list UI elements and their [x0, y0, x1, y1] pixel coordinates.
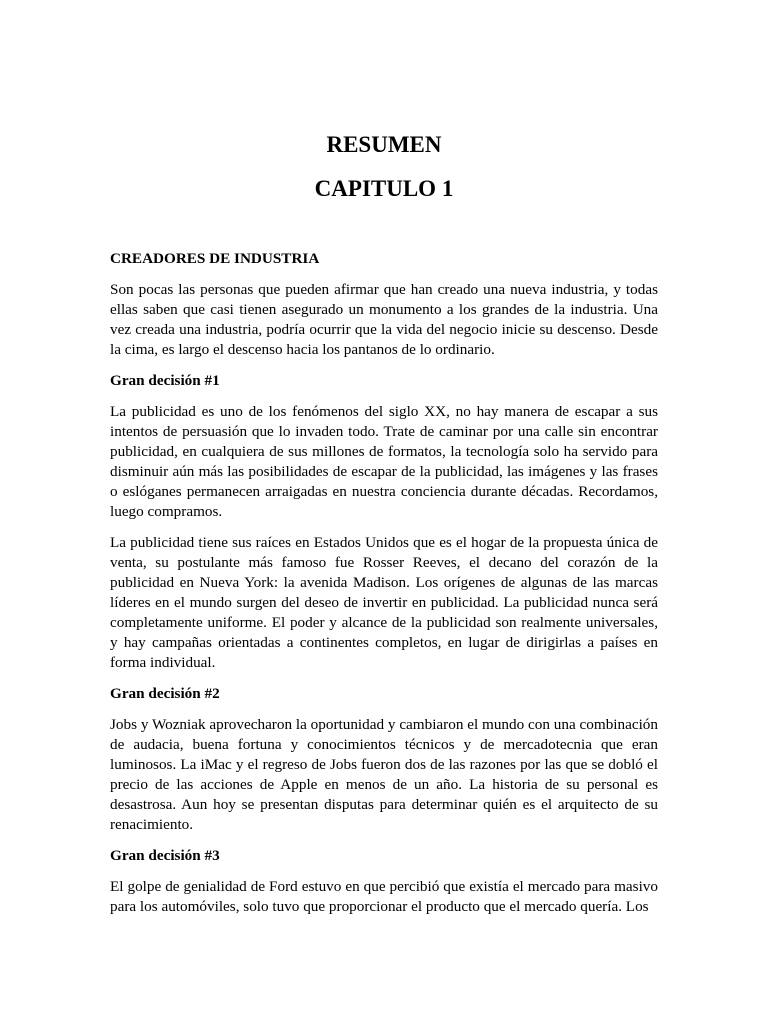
section-gran-decision-2: [110, 684, 658, 835]
document-body: [110, 249, 658, 928]
section-heading: CREADORES DE INDUSTRIA: [110, 250, 320, 267]
paragraph: Jobs y Wozniak aprovecharon la oportunidad y cambiaron el mundo con una combinación de audacia, buena fortuna y conocimientos técnicos y de mercadotecnia que eran luminosos. La iMac y el regreso de Jobs fueron dos de las razones por las que se dobló el precio de las acciones de Apple en menos de un año. La historia de su personal es desastrosa. Aun hoy se presentan disputas para determinar quién es el arquitecto de su renacimiento.: [110, 716, 658, 833]
section-gran-decision-1: [110, 371, 658, 673]
document-subtitle: CAPITULO 1: [314, 176, 454, 201]
section-heading: Gran decisión #2: [110, 685, 220, 702]
paragraph: La publicidad es uno de los fenómenos del siglo XX, no hay manera de escapar a sus intentos de persuasión que lo invaden todo. Trate de caminar por una calle sin encontrar publicidad, en cualquiera de sus millones de formatos, la tecnología solo ha servido para disminuir aún más las posibilidades de escapar de la publicidad, las imágenes y las frases o eslóganes permanecen arraigadas en nuestra conciencia durante décadas. Recordamos, luego compramos.: [110, 403, 658, 520]
section-gran-decision-3: [110, 846, 658, 917]
paragraph: Son pocas las personas que pueden afirmar que han creado una nueva industria, y todas ellas saben que casi tienen asegurado un monumento a los grandes de la industria. Una vez creada una industria, podría ocurrir que la vida del negocio inicie su descenso. Desde la cima, es largo el descenso hacia los pantanos de lo ordinario.: [110, 281, 658, 358]
document-title: RESUMEN: [326, 132, 442, 157]
section-creadores-de-industria: [110, 249, 658, 360]
section-heading: Gran decisión #3: [110, 847, 220, 864]
paragraph: El golpe de genialidad de Ford estuvo en que percibió que existía el mercado para masivo para los automóviles, solo tuvo que proporcionar el producto que el mercado quería. Los: [110, 878, 658, 915]
paragraph: La publicidad tiene sus raíces en Estados Unidos que es el hogar de la propuesta única de venta, su postulante más famoso fue Rosser Reeves, el decano del corazón de la publicidad en Nueva York: la avenida Madison. Los orígenes de algunas de las marcas líderes en el mundo surgen del deseo de invertir en publicidad. La publicidad nunca será completamente uniforme. El poder y alcance de la publicidad son realmente universales, y hay campañas orientadas a continentes completos, en lugar de dirigirlas a países en forma individual.: [110, 534, 658, 671]
section-heading: Gran decisión #1: [110, 372, 220, 389]
